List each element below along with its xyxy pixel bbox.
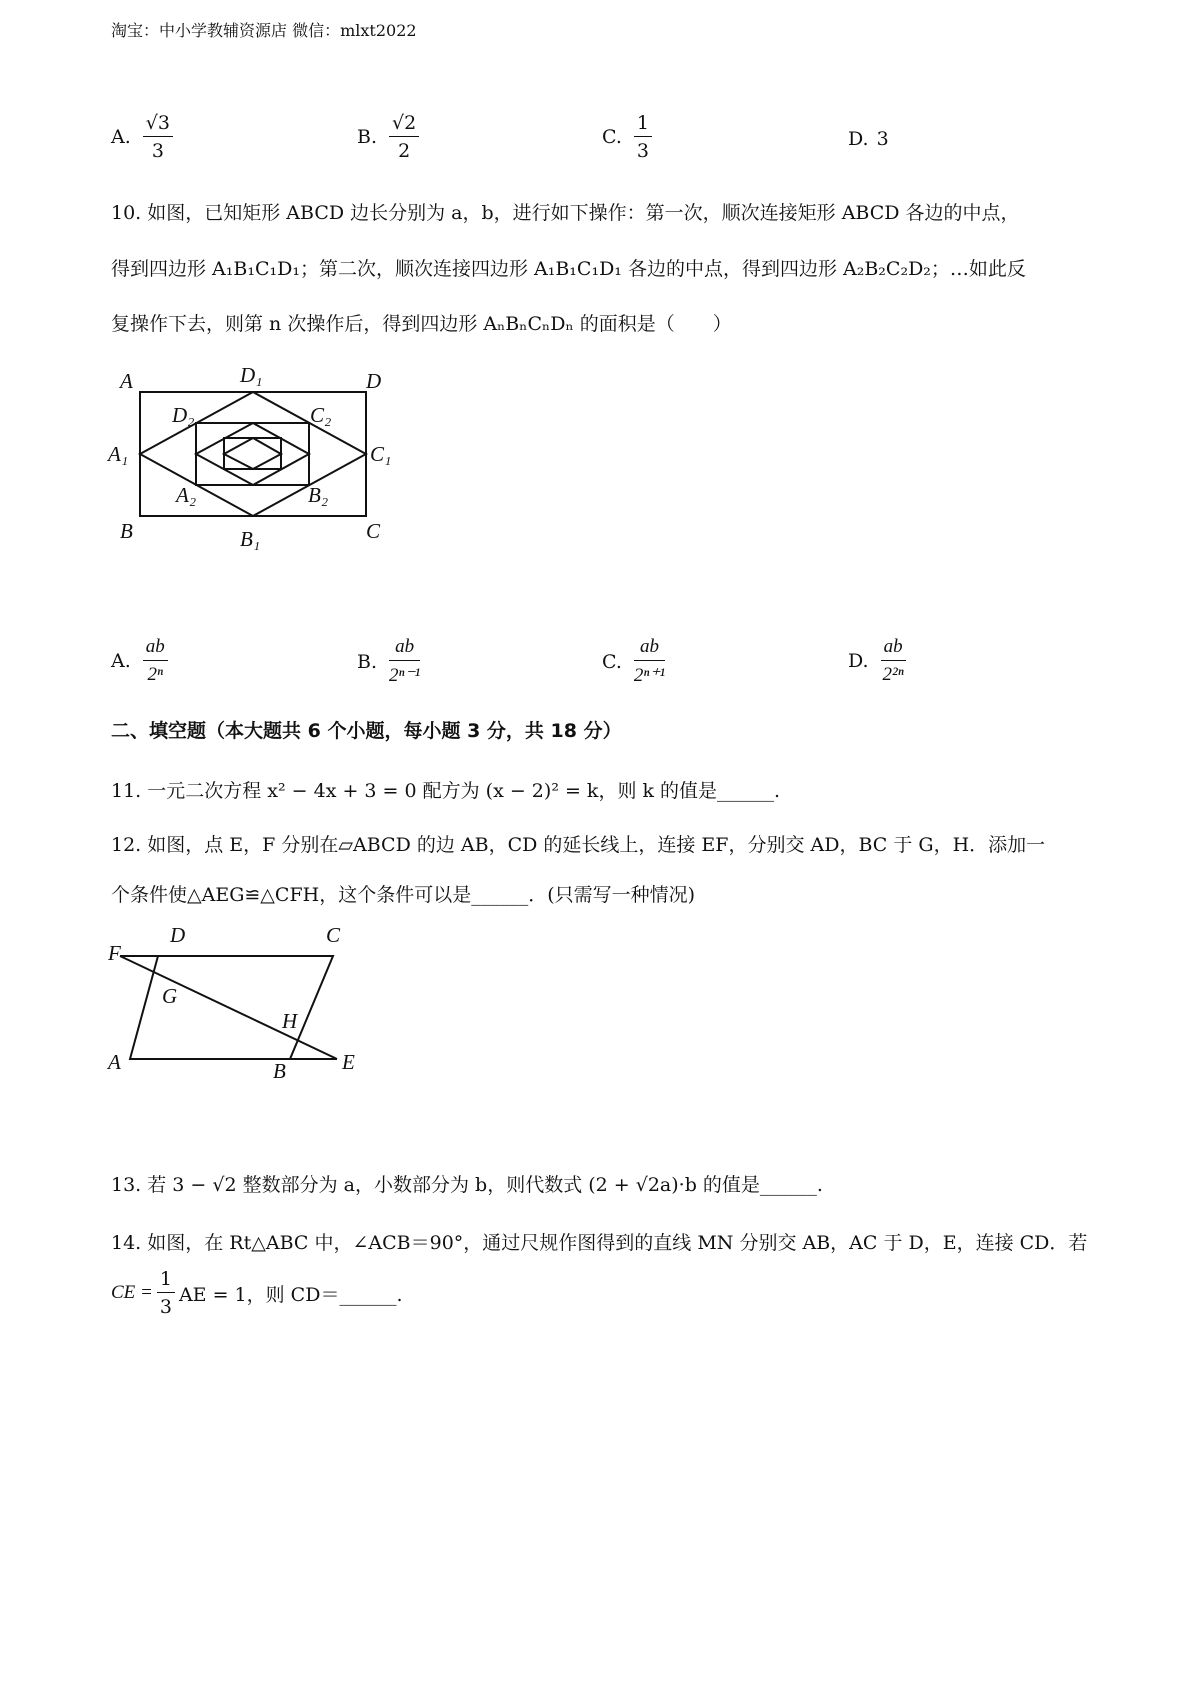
- label-e: E: [342, 1050, 355, 1074]
- q9-b-num: √2: [389, 112, 419, 137]
- quad-a3b3c3d3: [196, 423, 309, 485]
- label-a2: A₂: [176, 483, 197, 507]
- q10-rectangle-figure: [100, 360, 410, 560]
- q10-c-num: ab: [634, 636, 665, 661]
- label-a: A: [120, 369, 133, 393]
- q11: 11. 一元二次方程 x² − 4x + 3 = 0 配方为 (x − 2)² = k，则 k 的值是______.: [111, 780, 781, 802]
- label-b: B: [120, 519, 133, 543]
- q13: 13. 若 3 − √2 整数部分为 a，小数部分为 b，则代数式 (2 + √2a)·b 的值是______.: [111, 1174, 823, 1196]
- q9-option-c: C. $\frac{1}{3}$: [602, 112, 656, 162]
- q10-option-a: A. $\frac{ab}{\text{2ⁿ}}$: [111, 636, 172, 686]
- q10-option-c: C. $\frac{ab}{\text{2ⁿ⁺¹}}$: [602, 636, 666, 686]
- q9-d-text: 3: [876, 128, 889, 150]
- label-c1: C₁: [370, 442, 392, 466]
- q10-a-num: ab: [143, 636, 168, 661]
- q9-b-den: 2: [398, 140, 411, 162]
- q10-line-1: 10. 如图，已知矩形 ABCD 边长分别为 a，b，进行如下操作：第一次，顺次连接矩形 ABCD 各边的中点，: [111, 202, 1020, 224]
- label-c: C: [366, 519, 381, 543]
- label-h: H: [282, 1009, 298, 1033]
- q10-b-num: ab: [389, 636, 420, 661]
- quad-a5b5c5d5: [224, 438, 281, 469]
- q9-a-num: √3: [143, 112, 173, 137]
- label-d: D: [170, 923, 186, 947]
- q14-pre: CE =: [111, 1282, 153, 1303]
- label-c: C: [326, 923, 341, 947]
- label-f: F: [108, 941, 121, 965]
- q10-a-den: 2ⁿ: [147, 664, 163, 685]
- q9-option-d: D. 3: [848, 128, 889, 150]
- q14-den: 3: [159, 1296, 172, 1318]
- label-c2: C₂: [310, 403, 332, 427]
- q14-line-2: [111, 1268, 402, 1318]
- label-d: D: [366, 369, 382, 393]
- q9-c-den: 3: [636, 140, 649, 162]
- q10-line-3: 复操作下去，则第 n 次操作后，得到四边形 AₙBₙCₙDₙ 的面积是（ ）: [111, 313, 732, 335]
- q14-line-1: 14. 如图，在 Rt△ABC 中，∠ACB＝90°，通过尺规作图得到的直线 MN 分别交 AB，AC 于 D，E，连接 CD．若: [111, 1232, 1088, 1254]
- q12-line-2: 个条件使△AEG≌△CFH，这个条件可以是______．(只需写一种情况): [111, 884, 696, 906]
- label-a1: A₁: [108, 442, 129, 466]
- q9-a-den: 3: [151, 140, 164, 162]
- q14-num: 1: [157, 1268, 175, 1293]
- page-header: 淘宝：中小学教辅资源店 微信：mlxt2022: [111, 21, 417, 40]
- label-b: B: [273, 1059, 286, 1080]
- q10-d-den: 2²ⁿ: [882, 664, 904, 685]
- label-d1: D₁: [240, 363, 263, 387]
- q10-d-num: ab: [881, 636, 906, 661]
- label-b2: B₂: [308, 483, 329, 507]
- q9-option-b: B. $\frac{√2}{2}$: [357, 112, 423, 162]
- quad-a2b2c2d2: [196, 423, 309, 485]
- q12-parallelogram-figure: [100, 920, 380, 1080]
- q10-option-d: D. $\frac{ab}{\text{2²ⁿ}}$: [848, 636, 904, 685]
- q10-b-den: 2ⁿ⁻¹: [389, 665, 421, 686]
- label-b1: B₁: [240, 527, 261, 551]
- quad-a4b4c4d4: [224, 438, 281, 469]
- q12-line-1: 12. 如图，点 E，F 分别在▱ABCD 的边 AB，CD 的延长线上，连接 EF，分别交 AD，BC 于 G，H．添加一: [111, 834, 1046, 856]
- q10-option-b: B. $\frac{ab}{\text{2ⁿ⁻¹}}$: [357, 636, 421, 686]
- q14-post: AE = 1，则 CD＝______.: [178, 1283, 403, 1306]
- section-2-heading: 二、填空题（本大题共 6 个小题，每小题 3 分，共 18 分）: [111, 720, 622, 742]
- q9-c-num: 1: [634, 112, 652, 137]
- label-g: G: [162, 984, 178, 1008]
- label-a: A: [108, 1050, 121, 1074]
- q9-option-a: A. $\frac{√3}{3}$: [111, 112, 177, 162]
- q10-line-2: 得到四边形 A₁B₁C₁D₁；第二次，顺次连接四边形 A₁B₁C₁D₁ 各边的中点，得到四边形 A₂B₂C₂D₂；…如此反: [111, 258, 1026, 280]
- q10-c-den: 2ⁿ⁺¹: [633, 665, 666, 686]
- line-ef: [120, 956, 337, 1059]
- label-d2: D₂: [172, 403, 195, 427]
